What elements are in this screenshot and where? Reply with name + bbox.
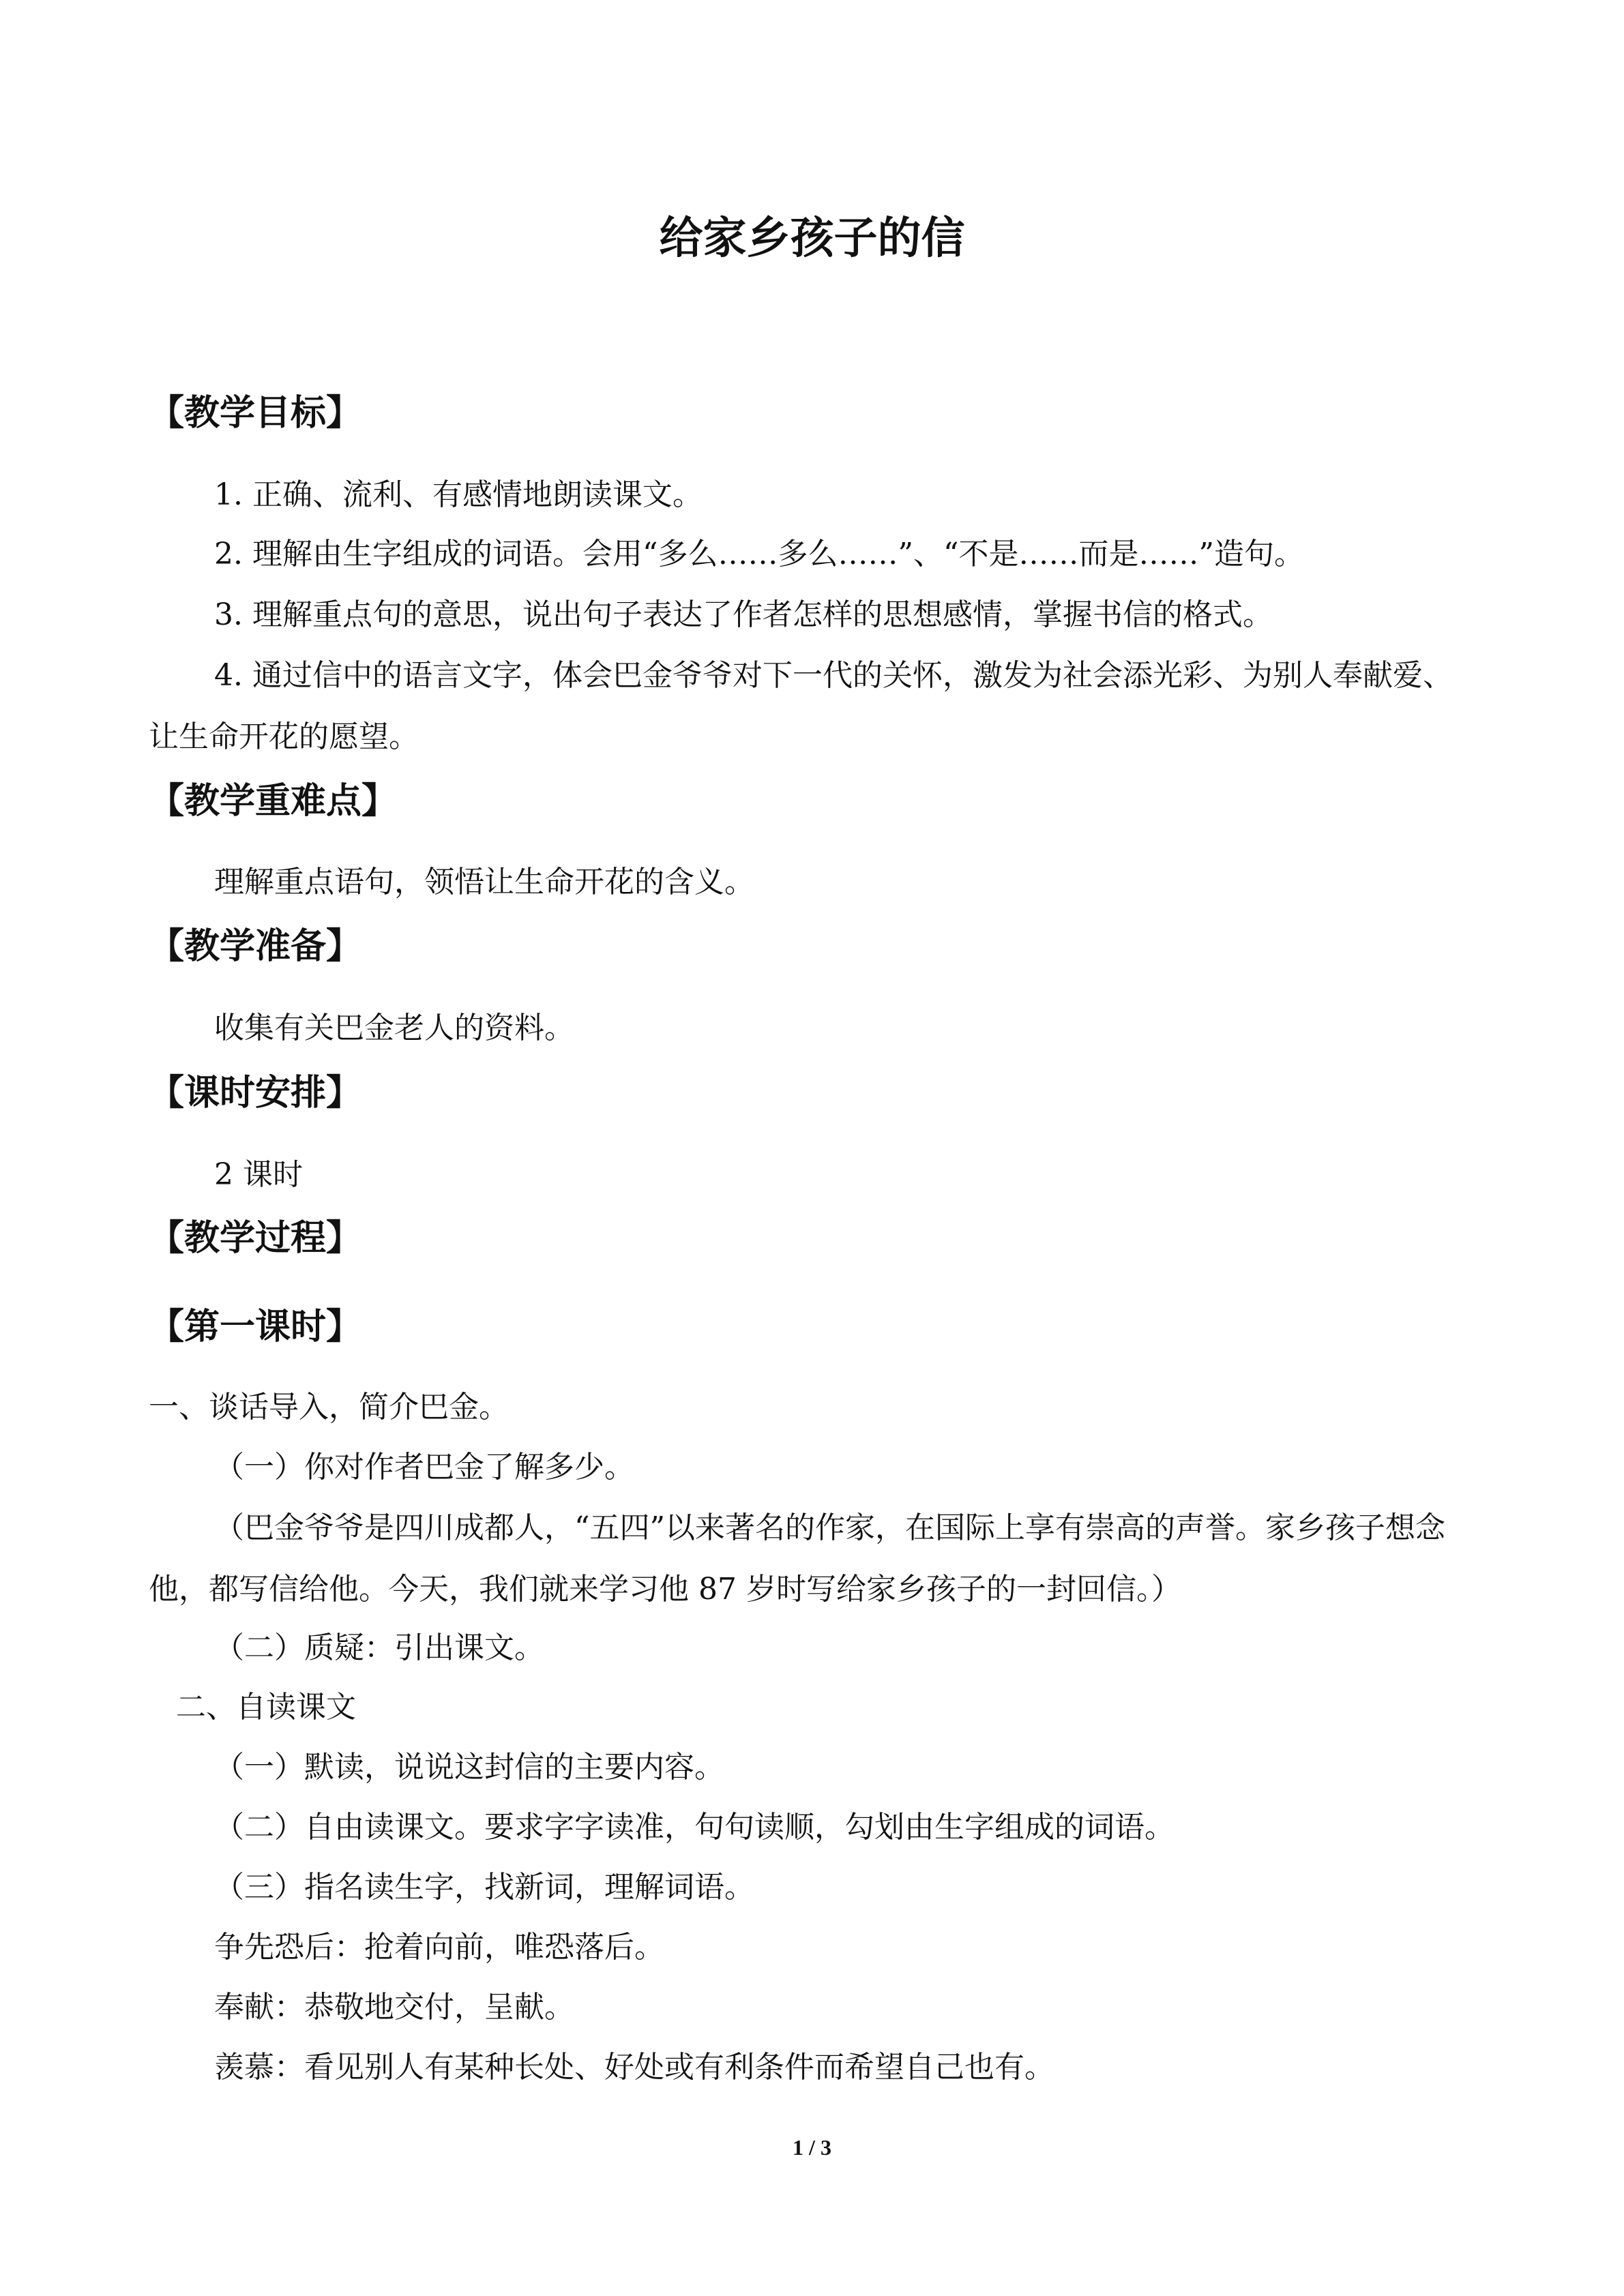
lesson1-line: 争先恐后：抢着向前，唯恐落后。 [214,1930,664,1965]
lesson1-line: （一）你对作者巴金了解多少。 [214,1450,634,1485]
goal-item-1: 1. 正确、流利、有感情地朗读课文。 [214,477,703,512]
lesson1-line: （二）质疑：引出课文。 [214,1630,544,1665]
lesson1-paragraph: （巴金爷爷是四川成都人，“五四”以来著名的作家，在国际上享有崇高的声誉。家乡孩子想念他，都写信给他。今天，我们就来学习他 87 岁时写给家乡孩子的一封回信。） [149,1510,1445,1607]
goal-item-2: 2. 理解由生字组成的词语。会用“多么……多么……”、“不是……而是……”造句。 [214,537,1304,571]
lesson1-line: 二、自读课文 [176,1690,356,1725]
page-number: 1 / 3 [793,2135,831,2160]
key-points-text: 理解重点语句，领悟让生命开花的含义。 [214,865,754,899]
section-heading-preparation: 【教学准备】 [149,926,362,967]
lesson1-line: （二）自由读课文。要求字字读准，句句读顺，勾划由生字组成的词语。 [214,1810,1175,1845]
section-heading-goals: 【教学目标】 [149,393,362,434]
lesson1-line: 一、谈话导入，简介巴金。 [149,1390,509,1425]
goal-item-3: 3. 理解重点句的意思，说出句子表达了作者怎样的思想感情，掌握书信的格式。 [214,597,1273,632]
lesson1-line: 羡慕：看见别人有某种长处、好处或有利条件而希望自己也有。 [214,2050,1054,2085]
lesson1-line: 奉献：恭敬地交付，呈献。 [214,1990,574,2025]
section-heading-lesson1: 【第一课时】 [149,1307,362,1347]
schedule-text: 2 课时 [214,1157,303,1192]
section-heading-schedule: 【课时安排】 [149,1073,362,1114]
document-title: 给家乡孩子的信 [659,213,965,264]
goal-item-4: 4. 通过信中的语言文字，体会巴金爷爷对下一代的关怀，激发为社会添光彩、为别人奉献爱、让生命开花的愿望。 [149,658,1453,754]
section-heading-process: 【教学过程】 [149,1218,362,1259]
lesson1-line: （一）默读，说说这封信的主要内容。 [214,1750,724,1785]
lesson1-line: （三）指名读生字，找新词，理解词语。 [214,1870,754,1905]
section-heading-key-points: 【教学重难点】 [149,781,398,822]
preparation-text: 收集有关巴金老人的资料。 [214,1011,574,1045]
